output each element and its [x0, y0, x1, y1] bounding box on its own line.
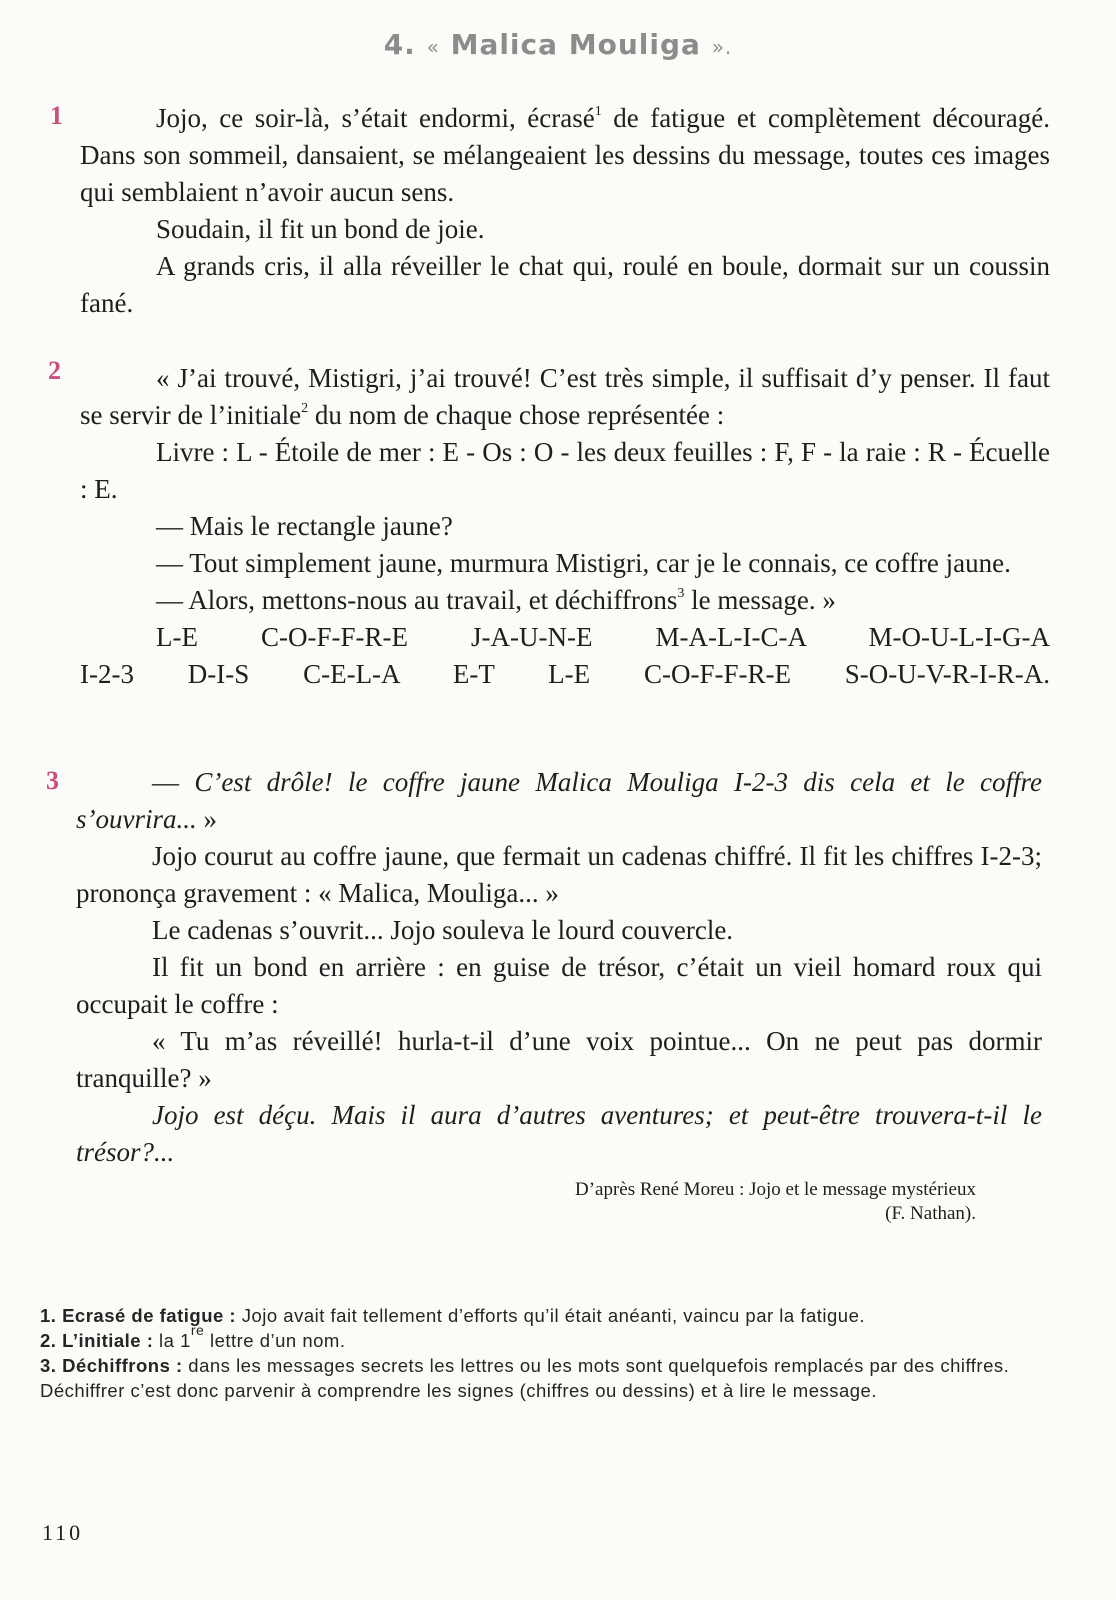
section-1 [80, 100, 1050, 322]
paragraph: — Mais le rectangle jaune? [156, 511, 453, 541]
paragraph: « J’ai trouvé, Mistigri, j’ai trouvé! C’est très simple, il suffisait d’y penser. Il faut se servir de l’initiale$^2$ du nom de chaque chose représentée : [80, 363, 1050, 430]
paragraph-number-2: 2 [48, 356, 61, 385]
paragraph: A grands cris, il alla réveiller le chat qui, roulé en boule, dormait sur un coussin fané. [80, 251, 1050, 318]
paragraph-number-1: 1 [50, 101, 63, 130]
footnote-ref-2[interactable]: 2 [301, 401, 309, 416]
footnote-ref-3[interactable]: 3 [677, 586, 685, 601]
page-title: 4. « Malica Mouliga ». [383, 28, 733, 61]
section-3 [76, 764, 1042, 1171]
footnote-ref-1[interactable]: 1 [594, 104, 602, 119]
paragraph: Livre : L - Étoile de mer : E - Os : O - les deux feuilles : F, F - la raie : R - Écuelle : E. [80, 437, 1050, 504]
paragraph: « Tu m’as réveillé! hurla-t-il d’une voix pointue... On ne peut pas dormir tranquille? » [76, 1026, 1042, 1093]
paragraph: — Alors, mettons-nous au travail, et déchiffrons$^3$ le message. » [156, 585, 836, 615]
coded-message-line-1: L-E C-O-F-F-R-E J-A-U-N-E M-A-L-I-C-A M-O-U-L-I-G-A [156, 622, 1050, 652]
paragraph: Il fit un bond en arrière : en guise de trésor, c’était un vieil homard roux qui occupait le coffre : [76, 952, 1042, 1019]
footnotes [40, 1303, 1050, 1403]
paragraph: Le cadenas s’ouvrit... Jojo souleva le lourd couvercle. [152, 915, 734, 945]
section-2 [80, 360, 1050, 693]
paragraph: Soudain, il fit un bond de joie. [156, 214, 485, 244]
footnote-2: 2. L’initiale : la 1re lettre d’un nom. [40, 1322, 346, 1351]
paragraph: Jojo, ce soir-là, s’était endormi, écrasé$^1$ de fatigue et complètement découragé. Dans son sommeil, dansaient, se mélangeaient les dessins du message, toutes ces images qui semblaient n’avoir aucun sens. [80, 103, 1050, 207]
page-number: 110 [42, 1520, 84, 1545]
footnote-1: 1. Ecrasé de fatigue : Jojo avait fait tellement d’efforts qu’il était anéanti, vaincu par la fatigue. [40, 1305, 866, 1326]
footnote-3: 3. Déchiffrons : dans les messages secrets les lettres ou les mots sont quelquefois remplacés par des chiffres. Déchiffrer c’est donc parvenir à comprendre les signes (chiffres ou dessins) et à lire le message. [40, 1355, 1010, 1401]
source-citation: D’après René Moreu : Jojo et le message mystérieux (F. Nathan). [575, 1179, 976, 1224]
paragraph-number-3: 3 [46, 766, 59, 795]
paragraph: — C’est drôle! le coffre jaune Malica Mouliga I-2-3 dis cela et le coffre s’ouvrira... » [76, 767, 1043, 834]
title-name: Malica Mouliga [450, 28, 701, 61]
paragraph: — Tout simplement jaune, murmura Mistigri, car je le connais, ce coffre jaune. [156, 548, 1011, 578]
coded-message-line-2: I-2-3 D-I-S C-E-L-A E-T L-E C-O-F-F-R-E S-O-U-V-R-I-R-A. [80, 659, 1050, 689]
paragraph: Jojo courut au coffre jaune, que fermait un cadenas chiffré. Il fit les chiffres I-2-3; prononça gravement : « Malica, Mouliga... » [76, 841, 1042, 908]
paragraph-italic: Jojo est déçu. Mais il aura d’autres aventures; et peut-être trouvera-t-il le trésor?... [76, 1100, 1042, 1167]
